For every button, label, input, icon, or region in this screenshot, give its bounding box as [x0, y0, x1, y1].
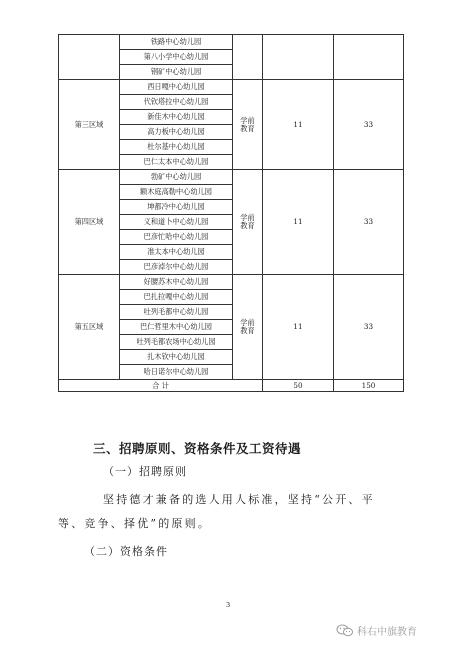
total-label: 合 计 — [59, 380, 263, 392]
section-heading: 三、招聘原则、资格条件及工资待遇 — [93, 441, 302, 456]
school-cell: 勃矿中心幼儿园 — [120, 170, 233, 185]
table-row — [59, 275, 404, 290]
subheading-qualifications: （二）资格条件 — [84, 545, 168, 558]
school-cell: 巴彦忙哈中心幼儿园 — [120, 230, 233, 245]
count-cell: 33 — [334, 80, 404, 170]
subject-cell: 学前 教育 — [233, 170, 263, 275]
count-cell: 11 — [263, 170, 334, 275]
region-cell: 第四区域 — [59, 170, 120, 275]
school-cell: 巴彦淖尔中心幼儿园 — [120, 260, 233, 275]
school-cell: 西日嘎中心幼儿园 — [120, 80, 233, 95]
subject-cell — [233, 35, 263, 80]
count-cell — [334, 35, 404, 80]
school-cell: 巴扎拉嘎中心幼儿园 — [120, 290, 233, 305]
school-cell: 吐列毛都农场中心幼儿园 — [120, 335, 233, 350]
school-cell: 代钦塔拉中心幼儿园 — [120, 95, 233, 110]
watermark — [336, 623, 417, 638]
school-cell: 巴仁太本中心幼儿园 — [120, 155, 233, 170]
table-row — [59, 35, 404, 50]
count-cell: 33 — [334, 275, 404, 380]
wechat-icon — [336, 624, 354, 637]
total-count-cell: 50 — [263, 380, 334, 392]
page-number: 3 — [226, 601, 231, 609]
school-cell: 准太本中心幼儿园 — [120, 245, 233, 260]
school-cell: 义和道卜中心幼儿园 — [120, 215, 233, 230]
subheading-recruitment-principles: （一）招聘原则 — [103, 465, 187, 478]
school-cell: 第八小学中心幼儿园 — [120, 50, 233, 65]
school-cell: 巴仁哲里木中心幼儿园 — [120, 320, 233, 335]
school-cell: 吐列毛都中心幼儿园 — [120, 305, 233, 320]
watermark-text: 科右中旗教育 — [357, 627, 417, 638]
table-row — [59, 170, 404, 185]
school-cell: 杜尔基中心幼儿园 — [120, 140, 233, 155]
subject-cell: 学前 教育 — [233, 80, 263, 170]
school-cell: 高力板中心幼儿园 — [120, 125, 233, 140]
school-cell: 新佳木中心幼儿园 — [120, 110, 233, 125]
count-cell — [263, 35, 334, 80]
school-cell: 钢矿中心幼儿园 — [120, 65, 233, 80]
total-count-cell: 150 — [334, 380, 404, 392]
school-cell: 扎木钦中心幼儿园 — [120, 350, 233, 365]
paragraph-line-1: 坚持德才兼备的选人用人标准，坚持“公开、平 — [103, 493, 375, 506]
recruitment-table — [58, 34, 404, 392]
subject-cell: 学前 教育 — [233, 275, 263, 380]
school-cell: 哈日诺尔中心幼儿园 — [120, 365, 233, 380]
table-row — [59, 80, 404, 95]
total-row — [59, 380, 404, 392]
school-cell: 铁路中心幼儿园 — [120, 35, 233, 50]
count-cell: 11 — [263, 275, 334, 380]
school-cell: 额木庭高勒中心幼儿园 — [120, 185, 233, 200]
count-cell: 33 — [334, 170, 404, 275]
region-cell — [59, 35, 120, 80]
region-cell: 第五区域 — [59, 275, 120, 380]
school-cell: 坤都冷中心幼儿园 — [120, 200, 233, 215]
count-cell: 11 — [263, 80, 334, 170]
school-cell: 好腰苏木中心幼儿园 — [120, 275, 233, 290]
region-cell: 第三区域 — [59, 80, 120, 170]
paragraph-line-2: 等、竞争、择优”的原则。 — [58, 517, 212, 530]
